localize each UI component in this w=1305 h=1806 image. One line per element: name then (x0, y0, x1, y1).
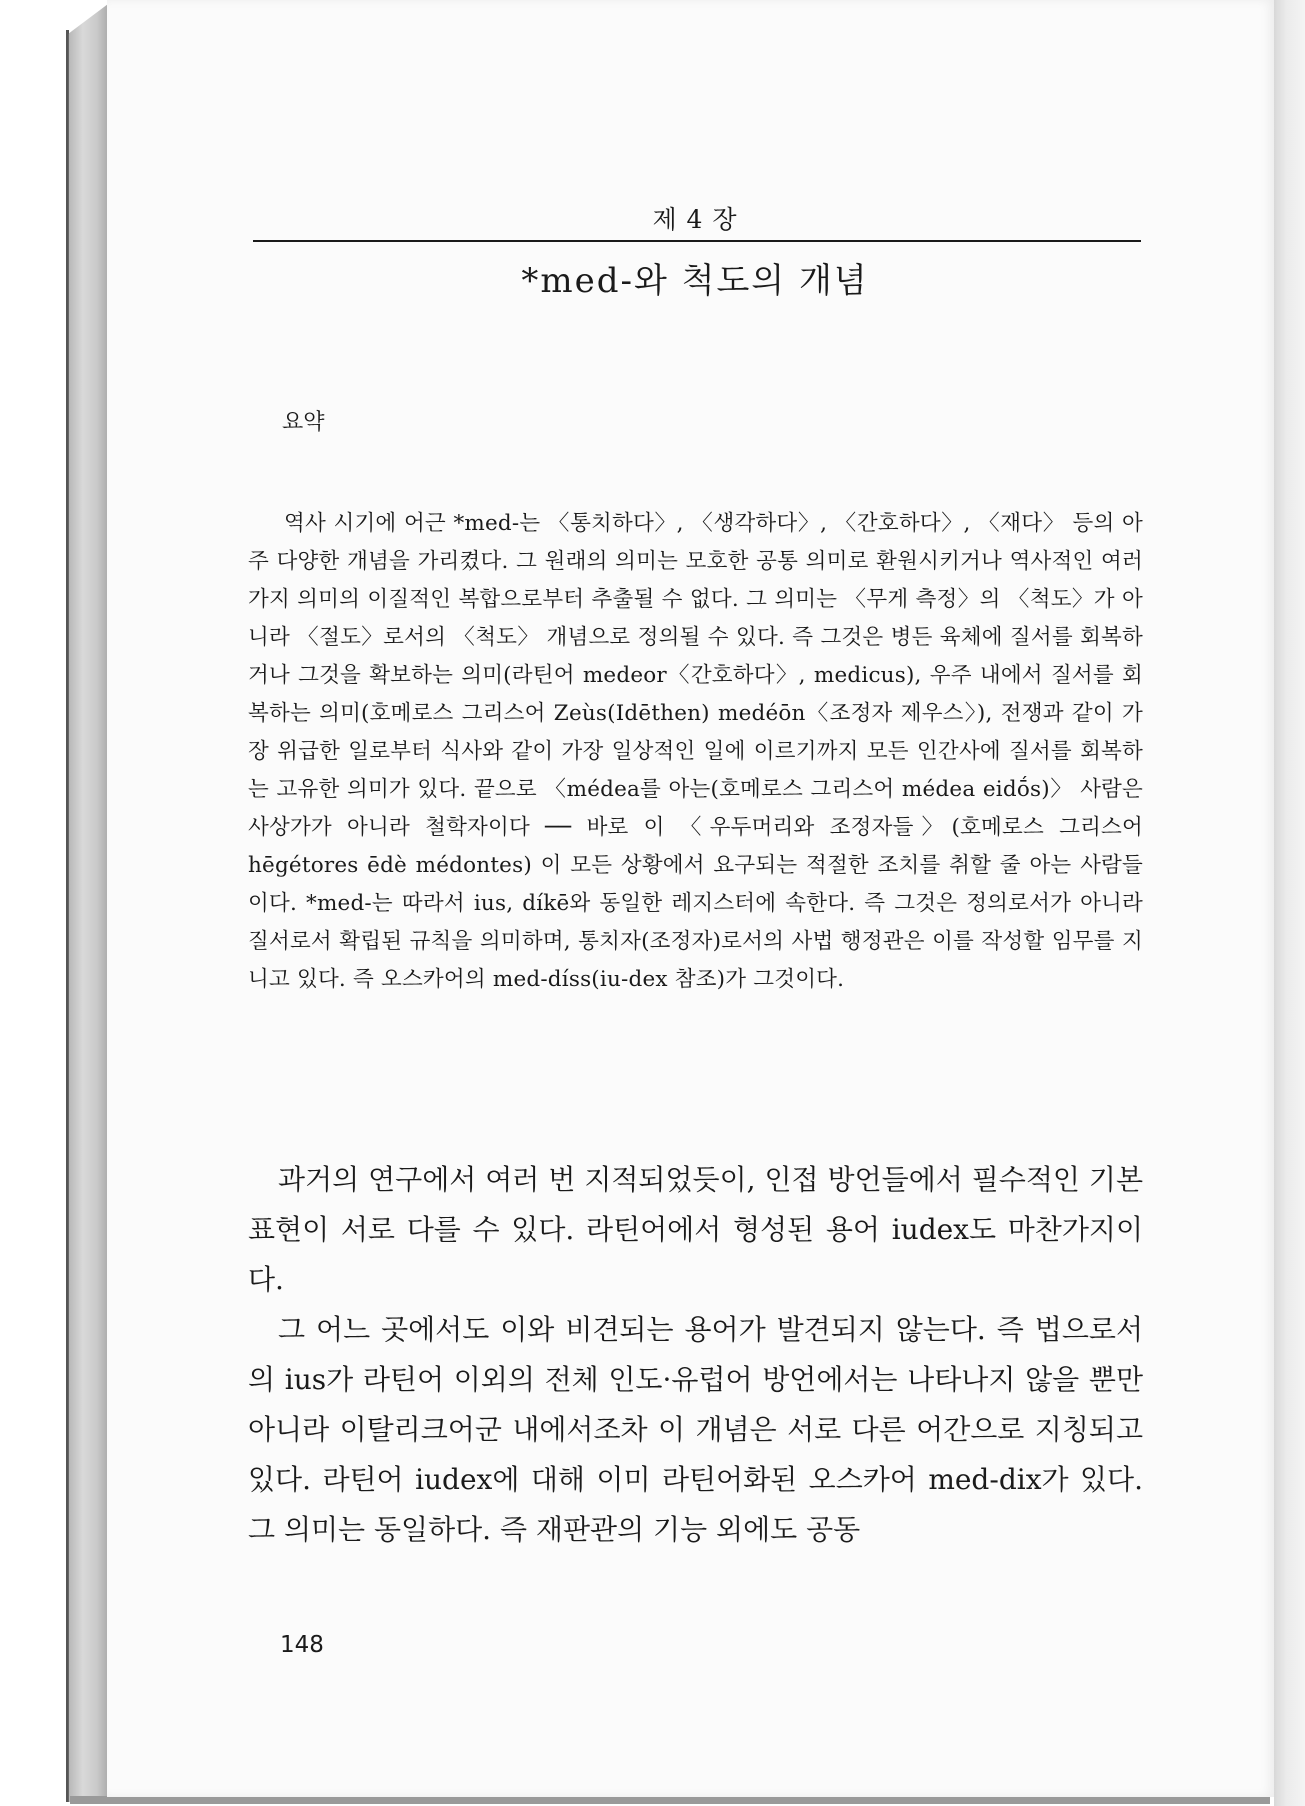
summary-paragraph: 역사 시기에 어근 *med-는 〈통치하다〉, 〈생각하다〉, 〈간호하다〉, 〈재다〉 등의 아주 다양한 개념을 가리켰다. 그 원래의 의미는 모호한 공통 의미로 환원시키거나 역사적인 여러 가지 의미의 이질적인 복합으로부터 추출될 수 없다. 그 의미는 〈무게 측정〉의 〈척도〉가 아니라 〈절도〉로서의 〈척도〉 개념으로 정의될 수 있다. 즉 그것은 병든 육체에 질서를 회복하거나 그것을 확보하는 의미(라틴어 medeor〈간호하다〉, medicus), 우주 내에서 질서를 회복하는 의미(호메로스 그리스어 Zeùs(Idēthen) medéōn〈조정자 제우스〉), 전쟁과 같이 가장 위급한 일로부터 식사와 같이 가장 일상적인 일에 이르기까지 모든 인간사에 질서를 회복하는 고유한 의미가 있다. 끝으로 〈médea를 아는(호메로스 그리스어 médea eidṓs)〉 사람은 사상가가 아니라 철학자이다 ── 바로 이 〈우두머리와 조정자들〉(호메로스 그리스어 hēgétores ēdè médontes) 이 모든 상황에서 요구되는 적절한 조치를 취할 줄 아는 사람들이다. *med-는 따라서 ius, díkē와 동일한 레지스터에 속한다. 즉 그것은 정의로서가 아니라 질서로서 확립된 규칙을 의미하며, 통치자(조정자)로서의 사법 행정관은 이를 작성할 임무를 지니고 있다. 즉 오스카어의 med-díss(iu-dex 참조)가 그것이다. (248, 511, 1143, 992)
book-gutter (1274, 0, 1305, 1806)
body-paragraph-1: 과거의 연구에서 여러 번 지적되었듯이, 인접 방언들에서 필수적인 기본 표현이 서로 다를 수 있다. 라틴어에서 형성된 용어 iudex도 마찬가지이다. (248, 1163, 1143, 1296)
chapter-title: *med-와 척도의 개념 (521, 261, 869, 301)
chapter-divider (253, 240, 1141, 242)
book-page-stack (68, 4, 109, 1802)
summary-heading: 요약 (282, 410, 325, 435)
body-paragraph-2: 그 어느 곳에서도 이와 비견되는 용어가 발견되지 않는다. 즉 법으로서의 ius가 라틴어 이외의 전체 인도·유럽어 방언에서는 나타나지 않을 뿐만 아니라 이탈리크어군 내에서조차 이 개념은 서로 다른 어간으로 지칭되고 있다. 라틴어 iudex에 대해 이미 라틴어화된 오스카어 med-dix가 있다. 그 의미는 동일하다. 즉 재판관의 기능 외에도 공동 (248, 1313, 1143, 1546)
chapter-label: 제 4 장 (652, 205, 738, 234)
book-bottom-edge (70, 1796, 1270, 1804)
page-number: 148 (280, 1632, 324, 1658)
